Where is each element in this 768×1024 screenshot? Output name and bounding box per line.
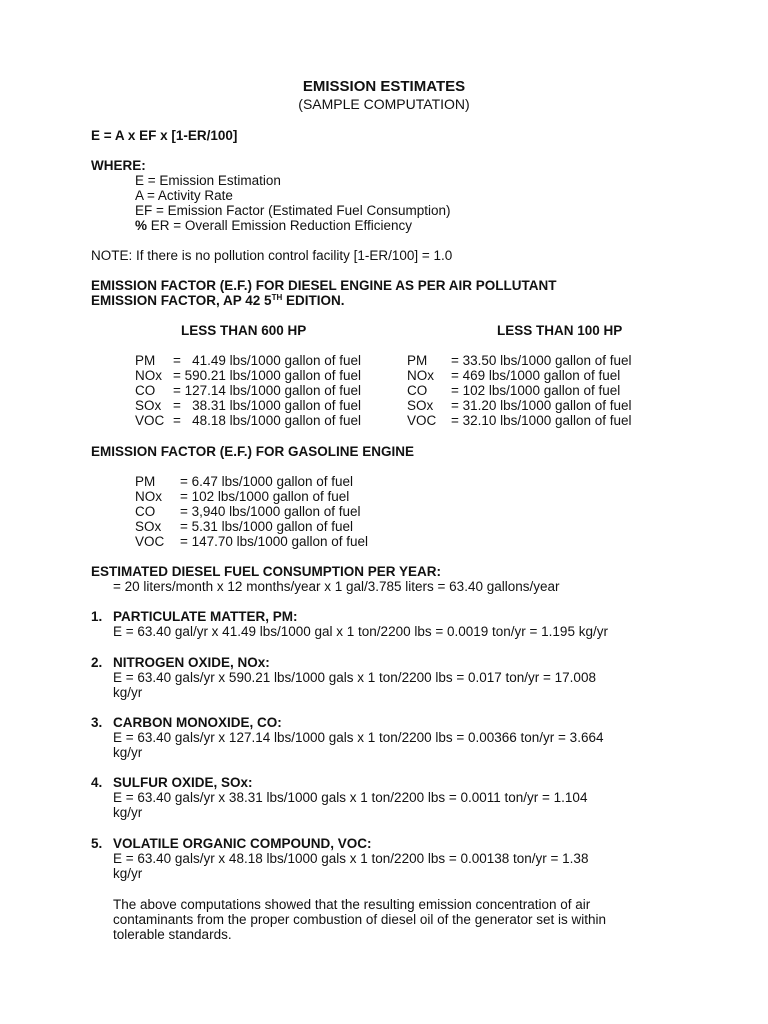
note: NOTE: If there is no pollution control facility [1-ER/100] = 1.0 xyxy=(91,248,453,263)
item-number: 1. xyxy=(91,609,103,624)
pollutant-name: NOx xyxy=(135,368,162,383)
where-item: A = Activity Rate xyxy=(135,188,233,203)
conclusion-line: tolerable standards. xyxy=(113,927,232,942)
fuel-consumption-line: = 20 liters/month x 12 months/year x 1 gal/3.785 liters = 63.40 gallons/year xyxy=(113,579,560,594)
computation-line: kg/yr xyxy=(113,805,143,820)
pollutant-value: = 32.10 lbs/1000 gallon of fuel xyxy=(451,413,632,428)
diesel-heading-line2-end: EDITION. xyxy=(282,293,345,308)
gasoline-heading: EMISSION FACTOR (E.F.) FOR GASOLINE ENGINE xyxy=(91,444,415,459)
computation-line: kg/yr xyxy=(113,685,143,700)
computation-line: E = 63.40 gals/yr x 48.18 lbs/1000 gals x 1 ton/2200 lbs = 0.00138 ton/yr = 1.38 xyxy=(113,851,589,866)
pollutant-value: = 41.49 lbs/1000 gallon of fuel xyxy=(173,353,362,368)
computation-line: kg/yr xyxy=(113,745,143,760)
pollutant-name: VOC xyxy=(135,534,165,549)
item-number: 3. xyxy=(91,715,103,730)
diesel-heading-line2 xyxy=(91,293,345,308)
where-item: EF = Emission Factor (Estimated Fuel Consumption) xyxy=(135,203,451,218)
pollutant-name: SOx xyxy=(407,398,434,413)
pollutant-value: = 469 lbs/1000 gallon of fuel xyxy=(451,368,621,383)
pollutant-value: = 48.18 lbs/1000 gallon of fuel xyxy=(173,413,362,428)
computation-heading-sox: SULFUR OXIDE, SOx: xyxy=(113,775,253,790)
computation-line: E = 63.40 gals/yr x 590.21 lbs/1000 gals x 1 ton/2200 lbs = 0.017 ton/yr = 17.008 xyxy=(113,670,596,685)
pollutant-name: CO xyxy=(135,383,156,398)
conclusion-line: contaminants from the proper combustion of diesel oil of the generator set is within xyxy=(113,912,607,927)
where-item-er-text: ER = Overall Emission Reduction Efficiency xyxy=(147,218,412,233)
pollutant-value: = 102 lbs/1000 gallon of fuel xyxy=(451,383,621,398)
pollutant-value: = 38.31 lbs/1000 gallon of fuel xyxy=(173,398,362,413)
pollutant-name: NOx xyxy=(407,368,434,383)
pollutant-name: SOx xyxy=(135,519,162,534)
document-title: EMISSION ESTIMATES xyxy=(302,78,466,95)
pollutant-name: NOx xyxy=(135,489,162,504)
pollutant-name: PM xyxy=(135,474,156,489)
where-item: E = Emission Estimation xyxy=(135,173,281,188)
pollutant-value: = 6.47 lbs/1000 gallon of fuel xyxy=(180,474,354,489)
pollutant-name: VOC xyxy=(407,413,437,428)
conclusion-line: The above computations showed that the resulting emission concentration of air xyxy=(113,897,591,912)
where-item-er xyxy=(135,218,412,233)
pollutant-name: VOC xyxy=(135,413,165,428)
fuel-consumption-heading: ESTIMATED DIESEL FUEL CONSUMPTION PER YEAR: xyxy=(91,564,442,579)
computation-line: kg/yr xyxy=(113,866,143,881)
pollutant-value: = 3,940 lbs/1000 gallon of fuel xyxy=(180,504,361,519)
pollutant-value: = 33.50 lbs/1000 gallon of fuel xyxy=(451,353,632,368)
pollutant-name: PM xyxy=(407,353,428,368)
percent-symbol: % xyxy=(135,218,148,233)
document-subtitle: (SAMPLE COMPUTATION) xyxy=(298,96,470,112)
computation-heading-co: CARBON MONOXIDE, CO: xyxy=(113,715,282,730)
item-number: 4. xyxy=(91,775,103,790)
diesel-heading-line2-text: EMISSION FACTOR, AP 42 5 xyxy=(91,293,272,308)
computation-heading-voc: VOLATILE ORGANIC COMPOUND, VOC: xyxy=(113,836,372,851)
computation-heading-pm: PARTICULATE MATTER, PM: xyxy=(113,609,298,624)
pollutant-value: = 590.21 lbs/1000 gallon of fuel xyxy=(173,368,362,383)
item-number: 5. xyxy=(91,836,103,851)
emission-formula: E = A x EF x [1-ER/100] xyxy=(91,128,238,143)
col-heading-100hp: LESS THAN 100 HP xyxy=(497,323,623,338)
pollutant-value: = 147.70 lbs/1000 gallon of fuel xyxy=(180,534,369,549)
where-label: WHERE: xyxy=(91,158,146,173)
pollutant-value: = 102 lbs/1000 gallon of fuel xyxy=(180,489,350,504)
pollutant-name: CO xyxy=(135,504,156,519)
pollutant-name: CO xyxy=(407,383,428,398)
computation-line: E = 63.40 gals/yr x 127.14 lbs/1000 gals x 1 ton/2200 lbs = 0.00366 ton/yr = 3.664 xyxy=(113,730,604,745)
item-number: 2. xyxy=(91,655,103,670)
computation-heading-nox: NITROGEN OXIDE, NOx: xyxy=(113,655,270,670)
computation-line: E = 63.40 gal/yr x 41.49 lbs/1000 gal x 1 ton/2200 lbs = 0.0019 ton/yr = 1.195 kg/yr xyxy=(113,624,608,639)
diesel-heading-line1: EMISSION FACTOR (E.F.) FOR DIESEL ENGINE AS PER AIR POLLUTANT xyxy=(91,278,557,293)
col-heading-600hp: LESS THAN 600 HP xyxy=(181,323,307,338)
pollutant-value: = 5.31 lbs/1000 gallon of fuel xyxy=(180,519,354,534)
superscript-th: TH xyxy=(271,293,283,302)
pollutant-value: = 31.20 lbs/1000 gallon of fuel xyxy=(451,398,632,413)
computation-line: E = 63.40 gals/yr x 38.31 lbs/1000 gals x 1 ton/2200 lbs = 0.0011 ton/yr = 1.104 xyxy=(113,790,588,805)
pollutant-name: SOx xyxy=(135,398,162,413)
pollutant-value: = 127.14 lbs/1000 gallon of fuel xyxy=(173,383,362,398)
pollutant-name: PM xyxy=(135,353,156,368)
